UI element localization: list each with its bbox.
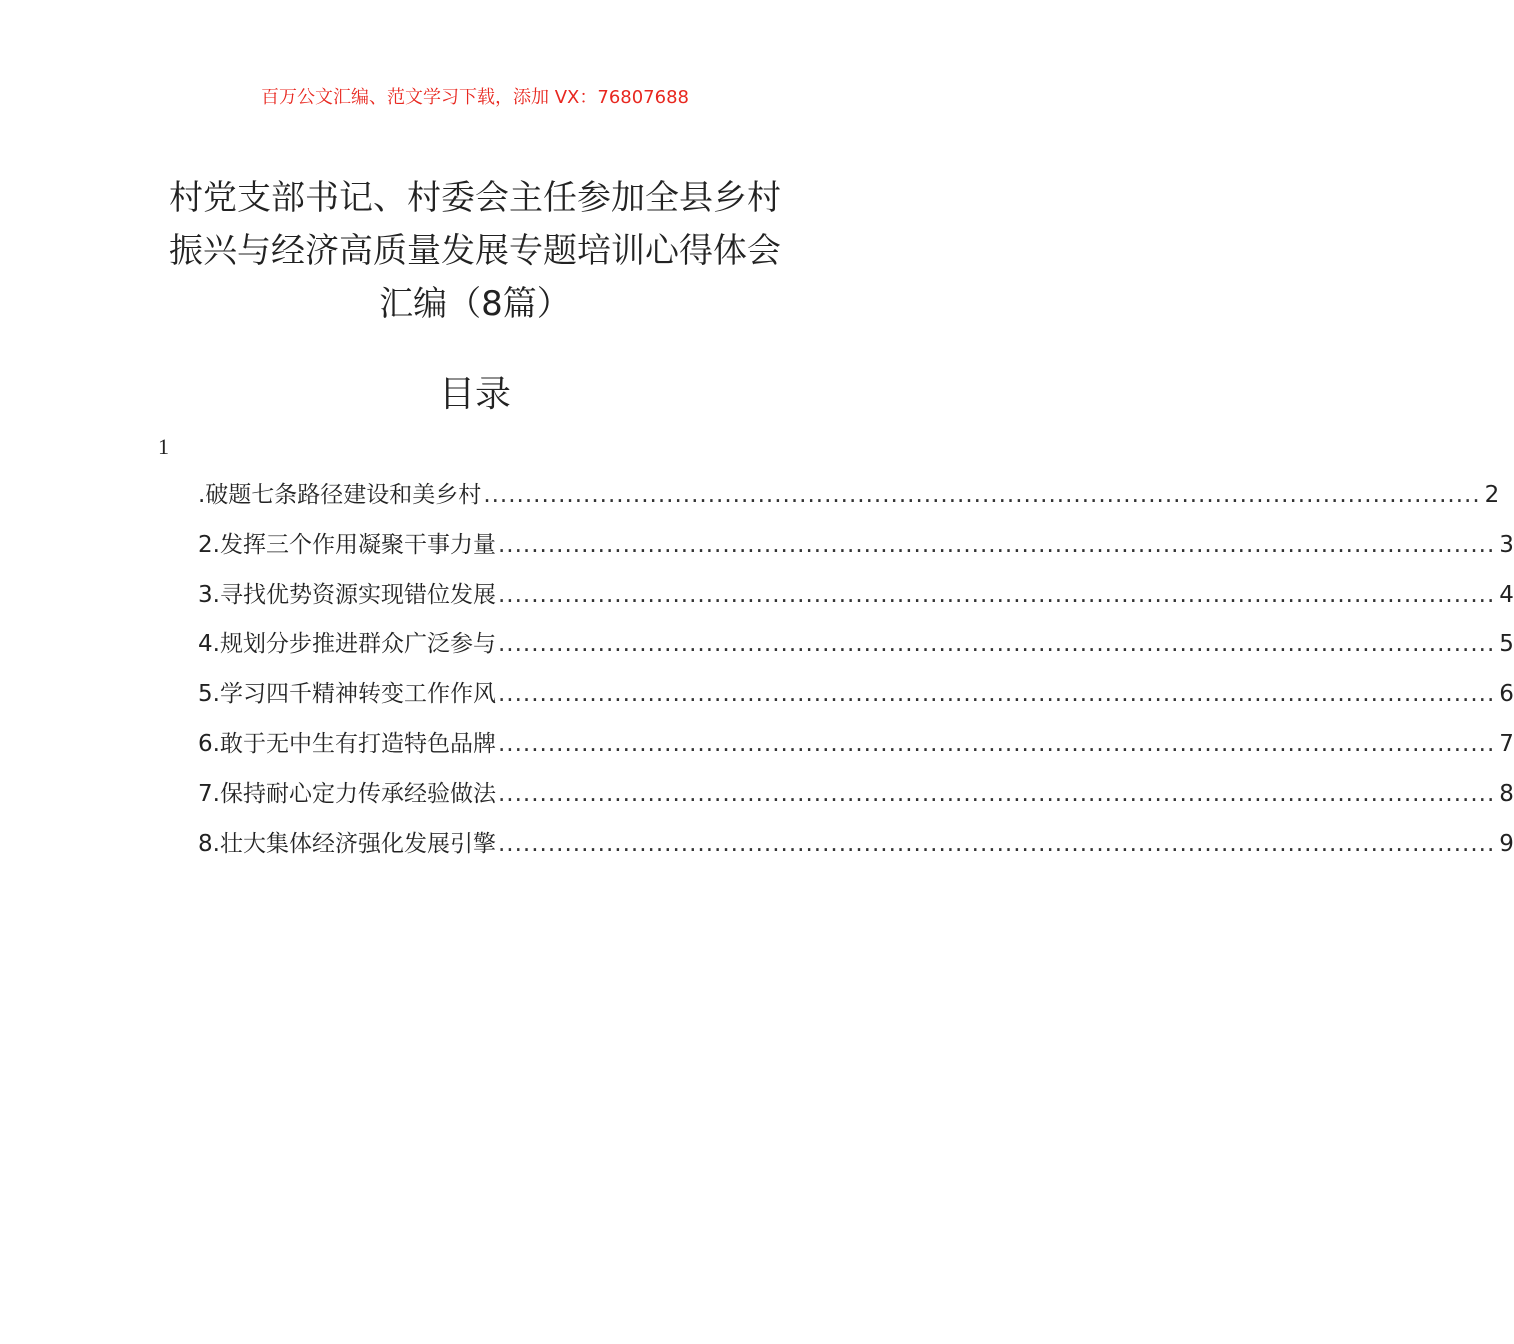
toc-heading: 目录	[438, 374, 511, 415]
download-notice: 百万公文汇编、范文学习下载，添加 VX：76807688	[261, 87, 689, 108]
toc-page-number: 3	[1499, 531, 1514, 558]
toc-page-number: 2	[1484, 482, 1500, 508]
toc-leader-dots: ........................................................................................................................	[497, 681, 1496, 708]
toc-entry-4[interactable]	[198, 627, 1514, 677]
toc-leader-dots: ........................................................................................................................	[497, 830, 1496, 857]
toc-entry-2[interactable]	[198, 528, 1514, 578]
document-title	[140, 172, 810, 331]
toc-entry-1[interactable]	[198, 478, 1500, 528]
toc-entry-title: 3.寻找优势资源实现错位发展	[198, 581, 496, 608]
toc-entry-5[interactable]	[198, 677, 1514, 727]
toc-page-number: 6	[1499, 681, 1514, 708]
toc-entry-title: 6.敢于无中生有打造特色品牌	[198, 730, 496, 757]
toc-page-number: 4	[1499, 581, 1514, 608]
toc-page-number: 9	[1499, 830, 1514, 857]
toc-page-number: 7	[1499, 730, 1514, 757]
title-line: 振兴与经济高质量发展专题培训心得体会	[169, 231, 781, 271]
toc-leader-dots: ........................................................................................................................	[497, 631, 1496, 658]
toc-entry-title: .破题七条路径建设和美乡村	[198, 482, 482, 508]
toc-entry-title: 4.规划分步推进群众广泛参与	[198, 631, 496, 658]
toc-page-number: 5	[1499, 631, 1514, 658]
table-of-contents	[198, 478, 1514, 876]
toc-entry-6[interactable]	[198, 727, 1514, 777]
toc-entry-title: 5.学习四千精神转变工作作风	[198, 681, 496, 708]
toc-entry-title: 7.保持耐心定力传承经验做法	[198, 780, 496, 807]
toc-marker: 1	[158, 434, 169, 459]
toc-entry-3[interactable]	[198, 578, 1514, 628]
toc-entry-8[interactable]	[198, 827, 1514, 877]
toc-leader-dots: ........................................................................................................................	[483, 482, 1481, 508]
title-line: 汇编（8篇）	[379, 284, 571, 324]
toc-entry-title: 2.发挥三个作用凝聚干事力量	[198, 531, 496, 558]
toc-entry-title: 8.壮大集体经济强化发展引擎	[198, 830, 496, 857]
title-line: 村党支部书记、村委会主任参加全县乡村	[169, 178, 781, 218]
toc-leader-dots: ........................................................................................................................	[497, 730, 1496, 757]
toc-leader-dots: ........................................................................................................................	[497, 780, 1496, 807]
toc-entry-7[interactable]	[198, 777, 1514, 827]
toc-leader-dots: ........................................................................................................................	[497, 581, 1496, 608]
toc-page-number: 8	[1499, 780, 1514, 807]
toc-leader-dots: ........................................................................................................................	[497, 531, 1496, 558]
